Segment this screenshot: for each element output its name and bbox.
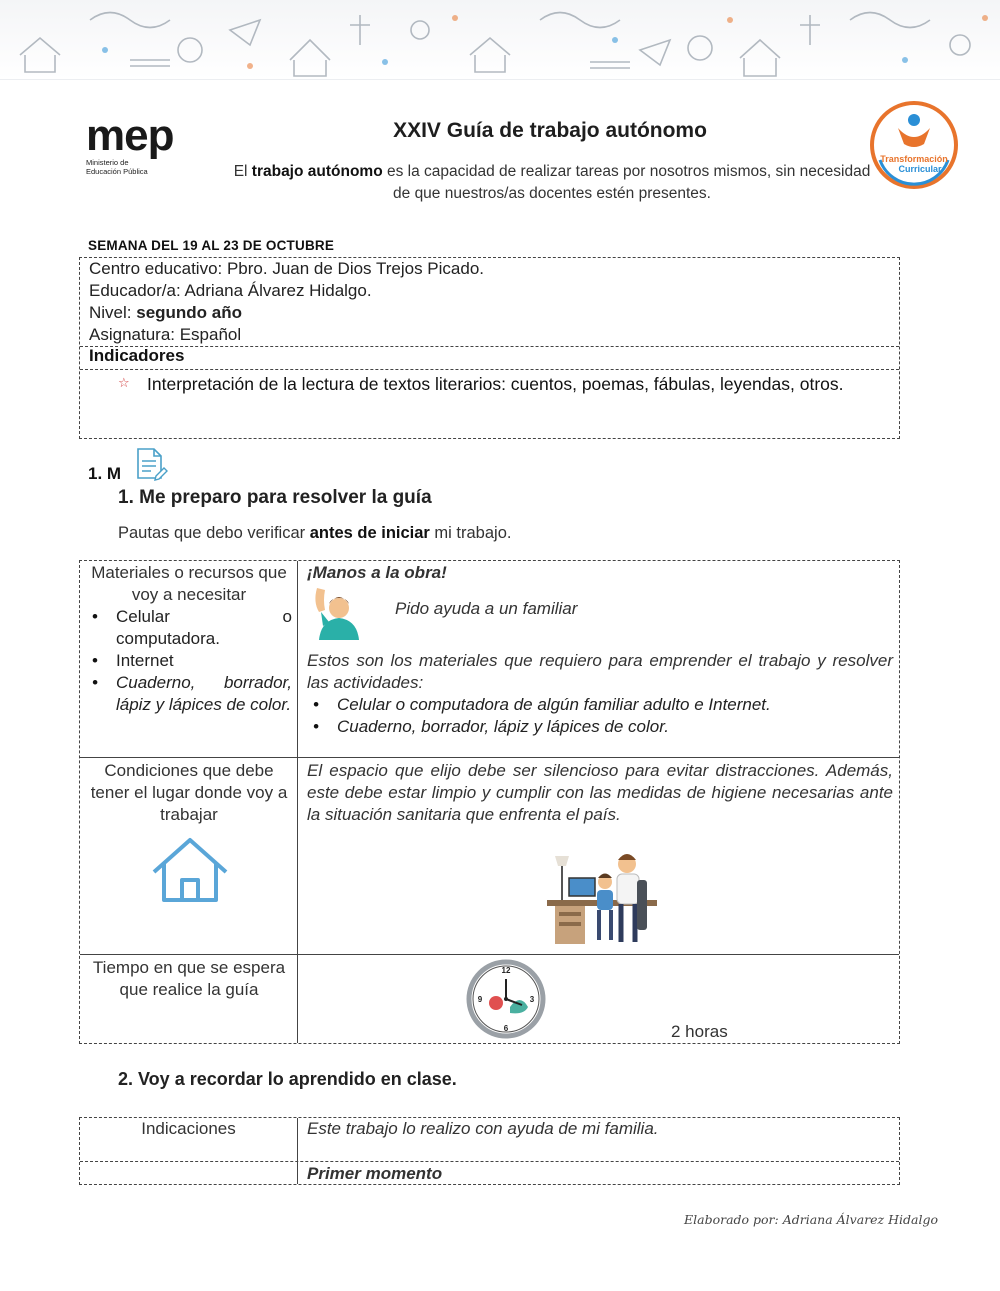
mep-logo-subtitle: Ministerio de Educación Pública bbox=[86, 158, 148, 176]
conditions-cell bbox=[86, 760, 292, 911]
required-items-list bbox=[307, 694, 893, 738]
indicators-heading: Indicadores bbox=[89, 346, 185, 365]
instructions-table bbox=[79, 1117, 900, 1185]
star-icon: ☆ bbox=[118, 375, 130, 390]
raising-hand-icon bbox=[311, 586, 365, 647]
svg-text:9: 9 bbox=[477, 995, 483, 1004]
svg-text:Transformación: Transformación bbox=[880, 154, 948, 164]
help-row bbox=[307, 584, 893, 650]
clock-icon bbox=[466, 959, 546, 1039]
page-title: XXIV Guía de trabajo autónomo bbox=[393, 119, 707, 142]
time-label: Tiempo en que se espera que realice la guía bbox=[92, 958, 286, 999]
home-icon bbox=[150, 836, 292, 911]
transformacion-curricular-logo bbox=[866, 100, 962, 190]
section-2-title: 2. Voy a recordar lo aprendido en clase. bbox=[118, 1069, 457, 1089]
school-name: Centro educativo: Pbro. Juan de Dios Trejos Picado. bbox=[89, 259, 484, 278]
indicaciones-label: Indicaciones bbox=[141, 1119, 236, 1138]
svg-text:6: 6 bbox=[503, 1024, 509, 1033]
row-divider bbox=[80, 757, 899, 758]
indicator-text: Interpretación de la lectura de textos literarios: cuentos, poemas, fábulas, leyendas, otros. bbox=[147, 374, 844, 394]
divider bbox=[80, 346, 899, 347]
svg-text:12: 12 bbox=[501, 966, 511, 975]
week-label: SEMANA DEL 19 AL 23 DE OCTUBRE bbox=[88, 238, 335, 253]
materials-list bbox=[86, 606, 292, 716]
preparation-table bbox=[79, 560, 900, 1044]
indicaciones-text: Este trabajo lo realizo con ayuda de mi familia. bbox=[307, 1119, 659, 1138]
teacher-name: Educador/a: Adriana Álvarez Hidalgo. bbox=[89, 281, 372, 300]
first-moment-heading: Primer momento bbox=[307, 1164, 443, 1183]
section-1-title: 1. Me preparo para resolver la guía bbox=[118, 487, 432, 508]
list-item: • Cuaderno, borrador, lápiz y lápices de color. bbox=[86, 672, 292, 716]
column-divider bbox=[297, 561, 298, 1043]
document-edit-icon bbox=[132, 446, 170, 489]
list-item: • Celular o computadora de algún familiar adulto e Internet. bbox=[307, 694, 893, 716]
column-divider bbox=[297, 1118, 298, 1184]
list-item: • Internet bbox=[86, 650, 292, 672]
pautas-text: Pautas que debo verificar antes de iniciar mi trabajo. bbox=[118, 524, 512, 542]
subject: Asignatura: Español bbox=[89, 325, 242, 344]
help-text: Pido ayuda a un familiar bbox=[395, 599, 578, 618]
materials-cell bbox=[86, 562, 292, 716]
time-cell bbox=[86, 957, 292, 1001]
info-box bbox=[79, 257, 900, 439]
svg-text:3: 3 bbox=[529, 995, 535, 1004]
conditions-label: Condiciones que debe tener el lugar donde voy a trabajar bbox=[90, 761, 288, 824]
workspace-conditions-text: El espacio que elijo debe ser silencioso para evitar distracciones. Además, este debe estar limpio y cumplir con las medidas de higiene necesarias ante la situación sanitaria que enfrenta el país. bbox=[307, 761, 893, 824]
manos-a-la-obra-cell bbox=[307, 562, 893, 738]
section-number: 1. M bbox=[88, 464, 122, 483]
decorative-banner bbox=[0, 0, 1000, 80]
materials-label: Materiales o recursos que voy a necesitar bbox=[91, 563, 287, 604]
list-item: • Cuaderno, borrador, lápiz y lápices de color. bbox=[307, 716, 893, 738]
grade-level: Nivel: segundo año bbox=[89, 303, 243, 322]
svg-text:Curricular: Curricular bbox=[898, 164, 942, 174]
study-illustration bbox=[547, 850, 893, 955]
manos-heading: ¡Manos a la obra! bbox=[307, 563, 447, 582]
author-signature: Elaborado por: Adriana Álvarez Hidalgo bbox=[684, 1212, 938, 1227]
list-item: • Celular o computadora. bbox=[86, 606, 292, 650]
workspace-conditions-cell bbox=[307, 760, 893, 955]
time-value: 2 horas bbox=[671, 1022, 728, 1041]
intro-paragraph: El trabajo autónomo es la capacidad de realizar tareas por nosotros mismos, sin necesidad de que nuestros/as docentes estén presentes. bbox=[233, 163, 871, 202]
row-divider bbox=[80, 1161, 899, 1162]
mep-wordmark: mep bbox=[86, 111, 174, 160]
materials-description: Estos son los materiales que requiero para emprender el trabajo y resolver las actividades: bbox=[307, 651, 893, 692]
mep-logo bbox=[86, 111, 196, 182]
